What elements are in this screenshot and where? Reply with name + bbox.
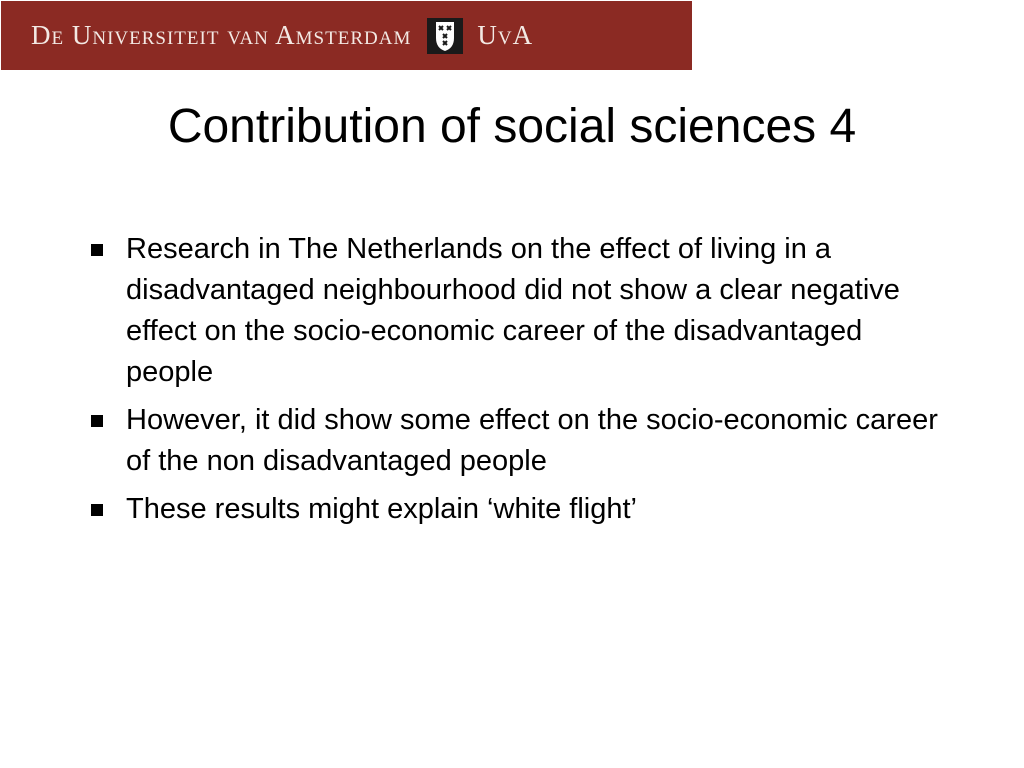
university-banner <box>1 1 692 70</box>
bullet-text: These results might explain ‘white flight’ <box>126 493 637 525</box>
bullet-list <box>90 229 950 537</box>
bullet-item <box>90 489 950 530</box>
bullet-text: Research in The Netherlands on the effect of living in a disadvantaged neighbourhood did not show a clear negative effect on the socio-economic career of the disadvantaged people <box>126 233 900 388</box>
square-bullet-icon <box>91 504 103 516</box>
bullet-text: However, it did show some effect on the socio-economic career of the non disadvantaged people <box>126 404 938 477</box>
slide-title: Contribution of social sciences 4 <box>167 100 857 153</box>
square-bullet-icon <box>91 244 103 256</box>
bullet-item <box>90 400 950 482</box>
uva-crest-icon <box>427 18 463 54</box>
square-bullet-icon <box>91 415 103 427</box>
university-name: De Universiteit van Amsterdam <box>31 20 412 50</box>
university-abbreviation: UvA <box>477 20 534 50</box>
bullet-item <box>90 229 950 393</box>
